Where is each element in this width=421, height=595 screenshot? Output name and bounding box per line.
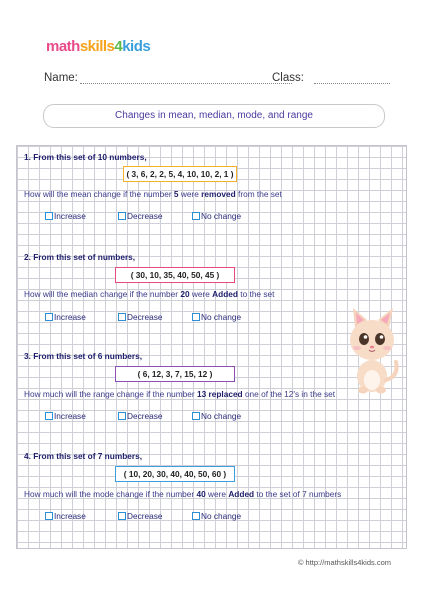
q4-option-decrease[interactable]: Decrease (118, 511, 163, 521)
worksheet-grid (16, 145, 407, 549)
checkbox-icon[interactable] (118, 313, 126, 321)
question-3-heading: 3. From this set of 6 numbers, (24, 351, 143, 361)
worksheet-title: Changes in mean, median, mode, and range (43, 104, 385, 128)
checkbox-icon[interactable] (45, 313, 53, 321)
q4-option-increase[interactable]: Increase (45, 511, 86, 521)
question-1-set: ( 3, 6, 2, 2, 5, 4, 10, 10, 2, 1 ) (123, 166, 237, 182)
q3-option-increase[interactable]: Increase (45, 411, 86, 421)
cat-illustration (341, 306, 403, 394)
checkbox-icon[interactable] (118, 412, 126, 420)
footer-url[interactable]: © http://mathskills4kids.com (297, 558, 391, 567)
q2-option-no-change[interactable]: No change (192, 312, 241, 322)
q1-option-no-change[interactable]: No change (192, 211, 241, 221)
q1-option-increase[interactable]: Increase (45, 211, 86, 221)
checkbox-icon[interactable] (192, 212, 200, 220)
question-3-set: ( 6, 12, 3, 7, 15, 12 ) (115, 366, 235, 382)
class-label: Class: (272, 72, 304, 84)
name-line[interactable] (80, 82, 292, 84)
q3-option-no-change[interactable]: No change (192, 411, 241, 421)
checkbox-icon[interactable] (118, 512, 126, 520)
question-1-text: How will the mean change if the number 5 were removed from the set (24, 189, 282, 199)
q2-option-decrease[interactable]: Decrease (118, 312, 163, 322)
question-2-heading: 2. From this set of numbers, (24, 252, 136, 262)
checkbox-icon[interactable] (45, 212, 53, 220)
checkbox-icon[interactable] (118, 212, 126, 220)
checkbox-icon[interactable] (192, 512, 200, 520)
checkbox-icon[interactable] (192, 412, 200, 420)
q1-option-decrease[interactable]: Decrease (118, 211, 163, 221)
question-4-heading: 4. From this set of 7 numbers, (24, 451, 143, 461)
question-1-heading: 1. From this set of 10 numbers, (24, 152, 147, 162)
question-2-text: How will the median change if the number 20 were Added to the set (24, 289, 275, 299)
name-label: Name: (44, 72, 78, 84)
question-2-set: ( 30, 10, 35, 40, 50, 45 ) (115, 267, 235, 283)
name-class-row (44, 72, 391, 88)
checkbox-icon[interactable] (192, 313, 200, 321)
site-logo: mathskills4kids (46, 38, 151, 55)
checkbox-icon[interactable] (45, 412, 53, 420)
question-3-text: How much will the range change if the number 13 replaced one of the 12's in the set (24, 389, 336, 399)
question-4-set: ( 10, 20, 30, 40, 40, 50, 60 ) (115, 466, 235, 482)
checkbox-icon[interactable] (45, 512, 53, 520)
class-line[interactable] (314, 82, 390, 84)
q2-option-increase[interactable]: Increase (45, 312, 86, 322)
q3-option-decrease[interactable]: Decrease (118, 411, 163, 421)
question-4-text: How much will the mode change if the number 40 were Added to the set of 7 numbers (24, 489, 342, 499)
q4-option-no-change[interactable]: No change (192, 511, 241, 521)
